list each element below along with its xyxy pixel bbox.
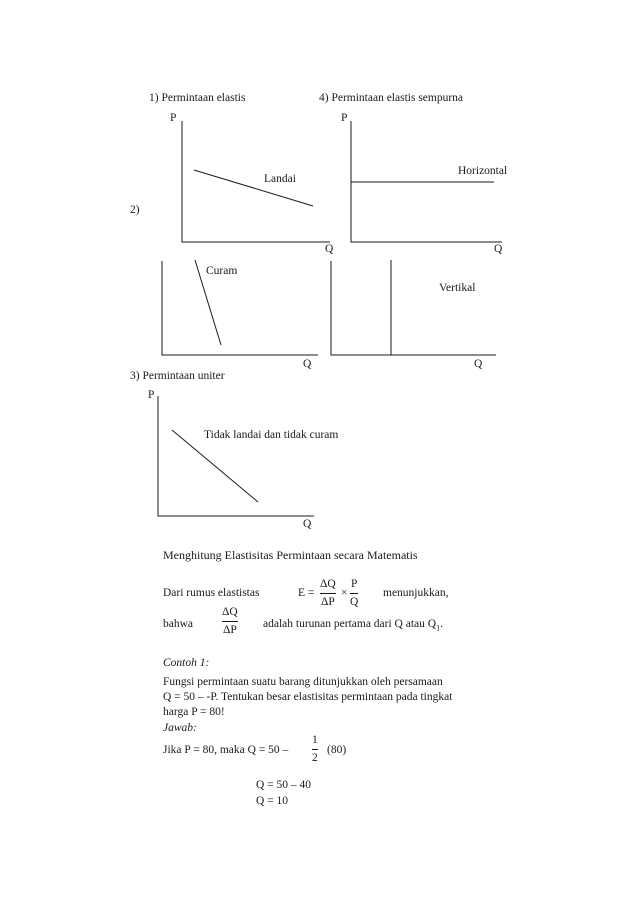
q: Q [350,595,359,608]
dq: ΔQ [320,578,336,590]
answer-title [163,723,197,735]
graph2-number: 2) [130,204,140,216]
example-line3: harga P = 80! [163,706,225,718]
answer-step2: Q = 10 [256,795,289,807]
formula-after: menunjukkan, [383,587,449,599]
times-sign: × [341,587,348,599]
bahwa-text: bahwa [163,618,194,630]
graph4-x-label: Q [494,243,503,255]
dp: ΔP [320,595,335,608]
answer-step1: Q = 50 – 40 [256,779,312,791]
graph1-line-label: Landai [264,173,296,185]
formula-e: E = [298,587,315,599]
graph5-line-label: Vertikal [439,282,476,294]
example-line2: Q = 50 – -P. Tentukan besar elastisitas permintaan pada tingkat [163,691,453,703]
graph3-x-label: Q [303,518,312,530]
dp-2: ΔP [222,623,237,636]
derivative-subscript: 1 [436,623,441,633]
graph2-line-label: Curam [206,265,238,277]
derivative-fraction [222,607,238,636]
graph1-x-label: Q [325,243,334,255]
dq-2: ΔQ [222,606,238,618]
graph1-title: 1) Permintaan elastis [149,92,246,104]
formula-intro: Dari rumus elastistas [163,587,260,599]
graph1-y-label: P [170,112,177,124]
half-denominator: 2 [312,751,318,764]
graph2-axes [162,261,318,355]
half-fraction [312,735,318,764]
graph4-y-label: P [341,112,348,124]
derivative-text [263,619,443,632]
formula-dq-dp-fraction [320,579,336,608]
answer-title-text: Jawab: [163,722,197,734]
graph5-axes [331,261,496,355]
example-title [163,658,209,670]
graph3-axes [158,396,314,516]
graph1-axes [182,121,330,242]
half-numerator: 1 [312,734,318,746]
derivative-text-a: adalah turunan pertama dari Q atau Q [263,618,437,630]
graph3-line-label: Tidak landai dan tidak curam [204,429,339,441]
example-line1: Fungsi permintaan suatu barang ditunjukkan oleh persamaan [163,676,443,688]
section-heading: Menghitung Elastisitas Permintaan secara Matematis [163,548,418,562]
answer-line-b: (80) [327,744,347,756]
graph2-x-label: Q [303,358,312,370]
graph5-x-label: Q [474,358,483,370]
derivative-text-b: . [440,618,443,630]
graph4-line-label: Horizontal [458,165,508,177]
graph4-title: 4) Permintaan elastis sempurna [319,92,464,104]
example-title-text: Contoh 1: [163,657,210,669]
graph3-title: 3) Permintaan uniter [130,370,225,382]
graph3-y-label: P [148,389,155,401]
formula-p-q-fraction [350,579,358,608]
answer-line-a: Jika P = 80, maka Q = 50 – [163,744,289,756]
p: P [350,578,358,590]
